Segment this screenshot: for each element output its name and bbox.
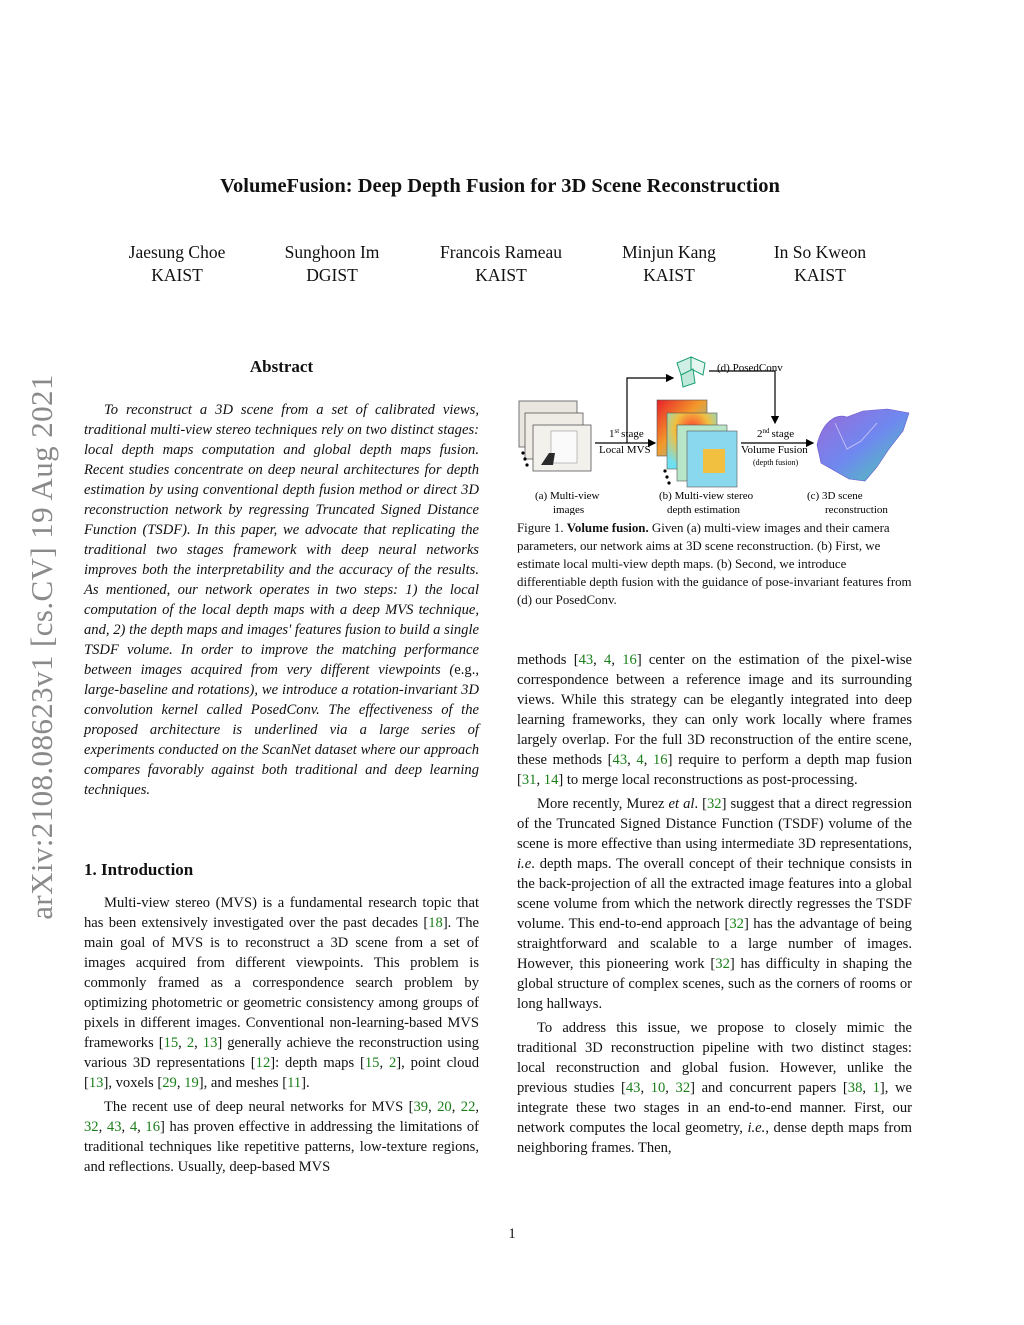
abstract-heading: Abstract	[249, 357, 314, 376]
right-column-body	[517, 650, 912, 1158]
citation-link[interactable]: 43	[612, 752, 628, 768]
citation-link[interactable]: 32	[675, 1080, 691, 1096]
stage-1-label: 1st stage	[609, 427, 644, 440]
citation-link[interactable]: 43	[625, 1080, 641, 1096]
page-number: 1	[508, 1226, 516, 1242]
depth-fusion-label: (depth fusion)	[753, 458, 799, 467]
right-paragraph-2: More recently, Murez et al. [32] suggest that a direct regression of the Truncated Signed Distance Function (TSDF) volume of the scene is more effective than using intermediate 3D representations, i.e. depth maps. The overall concept of their technique consists in the back-projection of all the extracted image features into a global scene volume from which the network directly regresses the TSDF volume. This end-to-end approach [32] has the advantage of being straightforward and scalable to a large number of images. However, this pioneering work [32] has difficulty in shaping the global structure of complex scenes, such as the corners of rooms or long hallways.	[517, 796, 912, 1012]
citation-link[interactable]: 2	[186, 1035, 195, 1051]
figure-1-diagram	[517, 353, 912, 515]
paper-title: VolumeFusion: Deep Depth Fusion for 3D Scene Reconstruction	[220, 175, 780, 197]
citation-link[interactable]: 18	[428, 915, 443, 931]
citation-link[interactable]: 32	[729, 916, 744, 932]
citation-link[interactable]: 2	[389, 1055, 397, 1071]
citation-link[interactable]: 16	[653, 752, 668, 768]
posedconv-label: (d) PosedConv	[717, 362, 783, 374]
arxiv-id-text: arXiv:2108.08623v1 [cs.CV] 19 Aug 2021	[24, 374, 60, 920]
author-affiliation: KAIST	[643, 265, 695, 285]
author-2	[285, 241, 380, 287]
label-c-line1: (c) 3D scene	[807, 490, 863, 502]
author-3	[440, 241, 562, 287]
citation-link[interactable]: 31	[521, 772, 537, 788]
author-affiliation: DGIST	[306, 265, 358, 285]
abstract-paragraph: To reconstruct a 3D scene from a set of calibrated views, traditional multi-view stereo techniques rely on two distinct stages: local depth maps computation and global depth maps fusion. Recent studies concentrate on deep neural architectures for depth estimation by using conventional depth fusion method or direct 3D reconstruction network by regressing Truncated Signed Distance Function (TSDF). In this paper, we advocate that replicating the traditional two stages framework with deep neural networks improves both the interpretability and the accuracy of the results. As mentioned, our network operates in two steps: 1) the local computation of the local depth maps with a deep MVS technique, and, 2) the depth maps and images' features fusion to build a single TSDF volume. In order to improve the matching performance between images acquired from very different viewpoints (e.g., large-baseline and rotations), we introduce a rotation-invariant 3D convolution kernel called PosedConv. The effectiveness of the proposed architecture is underlined via a large series of experiments conducted on the ScanNet dataset where our approach compares favorably against both traditional and deep learning techniques.	[84, 402, 479, 798]
author-name: In So Kweon	[773, 242, 867, 262]
label-a-line1: (a) Multi-view	[535, 490, 600, 502]
citation-link[interactable]: 22	[460, 1099, 476, 1115]
right-paragraph-3: To address this issue, we propose to closely mimic the traditional 3D reconstruction pipeline with two distinct stages: local reconstruction and global fusion. However, unlike the previous studies [43, 10, 32] and concurrent papers [38, 1], we integrate these two stages in an end-to-end manner. First, our network computes the local geometry, i.e., dense depth maps from neighboring frames. Then,	[517, 1020, 913, 1156]
citation-link[interactable]: 29	[162, 1075, 177, 1091]
citation-link[interactable]: 1	[872, 1080, 880, 1096]
figure-1-caption	[517, 519, 912, 609]
arxiv-identifier	[14, 352, 70, 942]
author-affiliation: KAIST	[151, 265, 203, 285]
3d-scene-mesh	[817, 409, 909, 481]
caption-title: Volume fusion.	[566, 521, 649, 535]
author-name: Sunghoon Im	[284, 242, 380, 262]
citation-link[interactable]: 4	[604, 652, 612, 668]
citation-link[interactable]: 32	[84, 1119, 99, 1135]
section-heading-introduction: 1. Introduction	[84, 860, 194, 879]
intro-paragraph-1: Multi-view stereo (MVS) is a fundamental research topic that has been extensively investigated over the past decades [18]. The main goal of MVS is to reconstruct a 3D scene from a set of images acquired from different viewpoints. This problem is commonly framed as a correspondence search problem by optimizing photometric or geometric consistency among groups of pixels in different images. Conventional non-learning-based MVS frameworks [15, 2, 13] generally achieve the reconstruction using various 3D representations [12]: depth maps [15, 2], point cloud [13], voxels [29, 19], and meshes [11].	[84, 895, 480, 1091]
citation-link[interactable]: 15	[163, 1035, 179, 1051]
label-b-line1: (b) Multi-view stereo	[659, 490, 754, 502]
caption-text: Given (a) multi-view images and their camera parameters, our network aims at 3D scene reconstruction. (b) First, we estimate local multi-view depth maps. (b) Second, we introduce differentiable depth fusion with the guidance of pose-invariant features from (d) our PosedConv.	[517, 521, 912, 607]
citation-link[interactable]: 16	[145, 1119, 161, 1135]
author-list	[100, 241, 920, 291]
author-1	[129, 241, 226, 287]
citation-link[interactable]: 43	[578, 652, 594, 668]
posedconv-icon	[677, 357, 705, 387]
posedconv-output-arrow	[709, 371, 775, 423]
citation-link[interactable]: 13	[202, 1035, 218, 1051]
citation-link[interactable]: 38	[847, 1080, 863, 1096]
author-name: Jaesung Choe	[128, 242, 226, 262]
local-mvs-label: Local MVS	[599, 444, 651, 456]
citation-link[interactable]: 20	[437, 1099, 452, 1115]
citation-link[interactable]: 4	[636, 752, 644, 768]
author-name: Francois Rameau	[440, 242, 562, 262]
citation-link[interactable]: 16	[622, 652, 637, 668]
intro-body	[84, 893, 479, 1177]
label-a-line2: images	[553, 504, 585, 515]
citation-link[interactable]: 43	[106, 1119, 122, 1135]
citation-link[interactable]: 32	[706, 796, 722, 812]
multi-view-images	[519, 401, 591, 471]
citation-link[interactable]: 12	[255, 1055, 271, 1071]
citation-link[interactable]: 14	[543, 772, 559, 788]
citation-link[interactable]: 32	[715, 956, 730, 972]
stage-2-label: 2nd stage	[757, 427, 795, 440]
depth-maps	[657, 400, 737, 487]
citation-link[interactable]: 19	[184, 1075, 199, 1091]
citation-link[interactable]: 10	[650, 1080, 666, 1096]
author-5	[774, 241, 866, 287]
figure-1	[517, 353, 912, 515]
citation-link[interactable]: 15	[364, 1055, 380, 1071]
right-paragraph-1: methods [43, 4, 16] center on the estimation of the pixel-wise correspondence between a reference image and its surrounding views. While this strategy can be elegantly integrated into deep learning frameworks, they can only work locally where frames largely overlap. For the full 3D reconstruction of the entire scene, these methods [43, 4, 16] require to perform a depth map fusion [31, 14] to merge local reconstructions as post-processing.	[517, 652, 913, 788]
citation-link[interactable]: 13	[88, 1075, 104, 1091]
author-4	[622, 241, 716, 287]
abstract-body	[84, 400, 479, 800]
author-affiliation: KAIST	[794, 265, 846, 285]
caption-prefix: Figure 1.	[517, 521, 564, 535]
citation-link[interactable]: 39	[413, 1099, 429, 1115]
citation-link[interactable]: 11	[287, 1075, 302, 1091]
author-affiliation: KAIST	[475, 265, 527, 285]
citation-link[interactable]: 4	[129, 1119, 138, 1135]
label-c-line2: reconstruction	[825, 504, 888, 515]
author-name: Minjun Kang	[622, 242, 716, 262]
label-b-line2: depth estimation	[667, 504, 741, 515]
intro-paragraph-2: The recent use of deep neural networks for MVS [39, 20, 22, 32, 43, 4, 16] has proven effective in addressing the limitations of traditional techniques like repetitive patterns, low-texture regions, and reflections. Usually, deep-based MVS	[84, 1099, 480, 1175]
volume-fusion-label: Volume Fusion	[741, 444, 808, 456]
